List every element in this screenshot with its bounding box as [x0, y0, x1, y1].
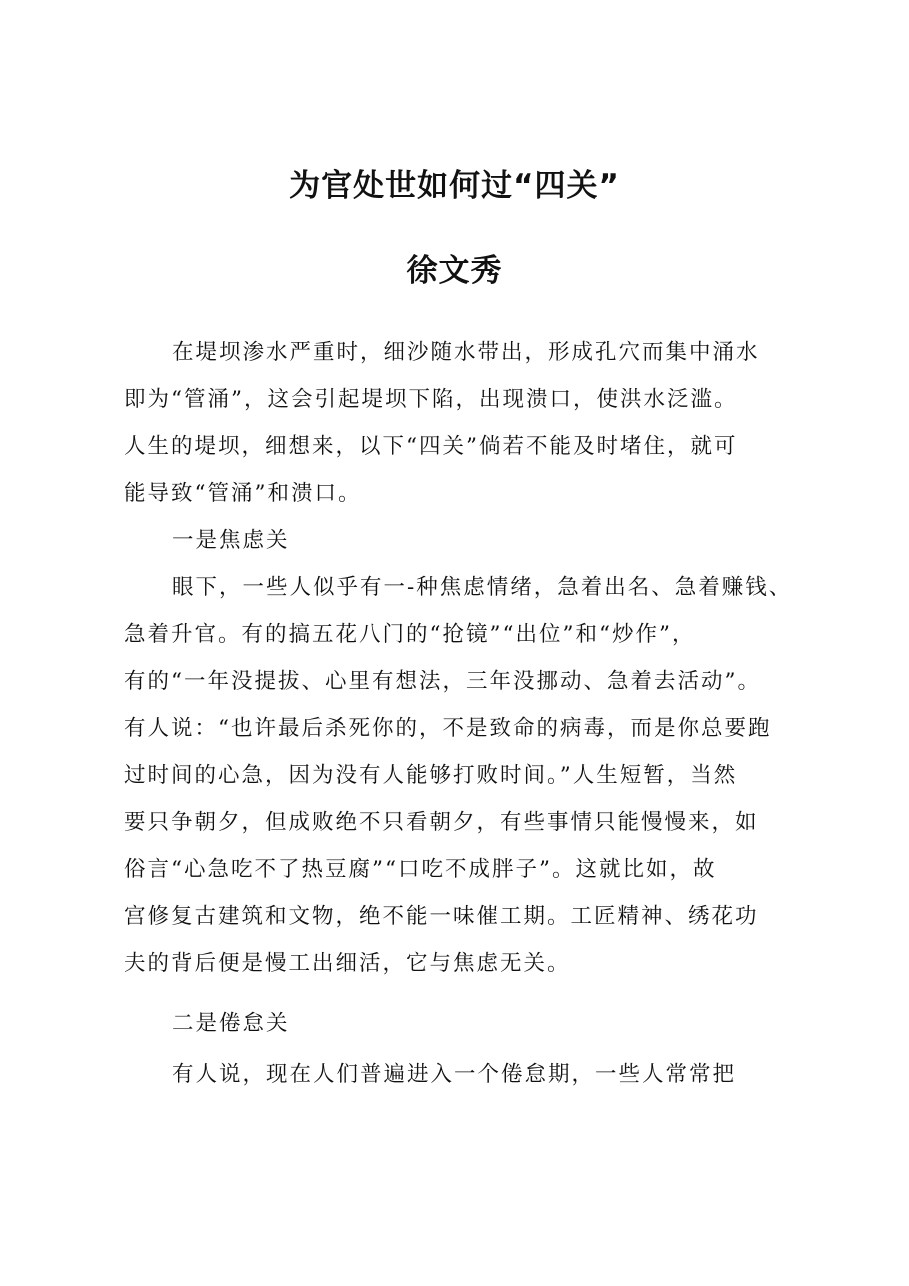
paragraph-intro	[124, 329, 824, 517]
section-heading: 一是焦虑关	[172, 528, 290, 553]
paragraph-line: 急着升官。有的搞五花八门的“抢镜”“出位”和“炒作”，	[124, 622, 696, 647]
paragraph-line: 能导致“管涌”和溃口。	[124, 481, 362, 506]
paragraph-line: 宫修复古建筑和文物，绝不能一味催工期。工匠精神、绣花功	[124, 904, 759, 929]
document-author: 徐文秀	[406, 253, 503, 289]
paragraph-line: 即为“管涌”，这会引起堤坝下陷，出现溃口，使洪水泛滥。	[124, 387, 738, 412]
paragraph-line: 有人说，现在人们普遍进入一个倦怠期，一些人常常把	[172, 1062, 737, 1087]
paragraph-line: 过时间的心急，因为没有人能够打败时间。”人生短暂，当然	[124, 763, 738, 788]
paragraph-line: 在堤坝渗水严重时，细沙随水带出，形成孔穴而集中涌水	[172, 340, 760, 365]
paragraph-line: 眼下，一些人似乎有一-种焦虑情绪，急着出名、急着赚钱、	[172, 575, 793, 600]
paragraph-line: 夫的背后便是慢工出细活，它与焦虑无关。	[124, 951, 571, 976]
paragraph-line: 人生的堤坝，细想来，以下“四关”倘若不能及时堵住，就可	[124, 434, 738, 459]
paragraph-line: 有的“一年没提拔、心里有想法，三年没挪动、急着去活动”。	[124, 669, 761, 694]
paragraph-anxiety	[124, 564, 824, 987]
paragraph-line: 俗言“心急吃不了热豆腐”“口吃不成胖子”。这就比如，故	[124, 857, 717, 882]
document-title: 为官处世如何过“四关”	[289, 168, 620, 204]
paragraph-line: 要只争朝夕，但成败绝不只看朝夕，有些事情只能慢慢来，如	[124, 810, 759, 835]
section-heading: 二是倦怠关	[172, 1011, 290, 1036]
paragraph-line: 有人说：“也许最后杀死你的，不是致命的病毒，而是你总要跑	[124, 716, 772, 741]
section-heading-anxiety	[124, 517, 824, 564]
section-heading-fatigue	[124, 1000, 824, 1047]
paragraph-fatigue	[124, 1051, 824, 1098]
